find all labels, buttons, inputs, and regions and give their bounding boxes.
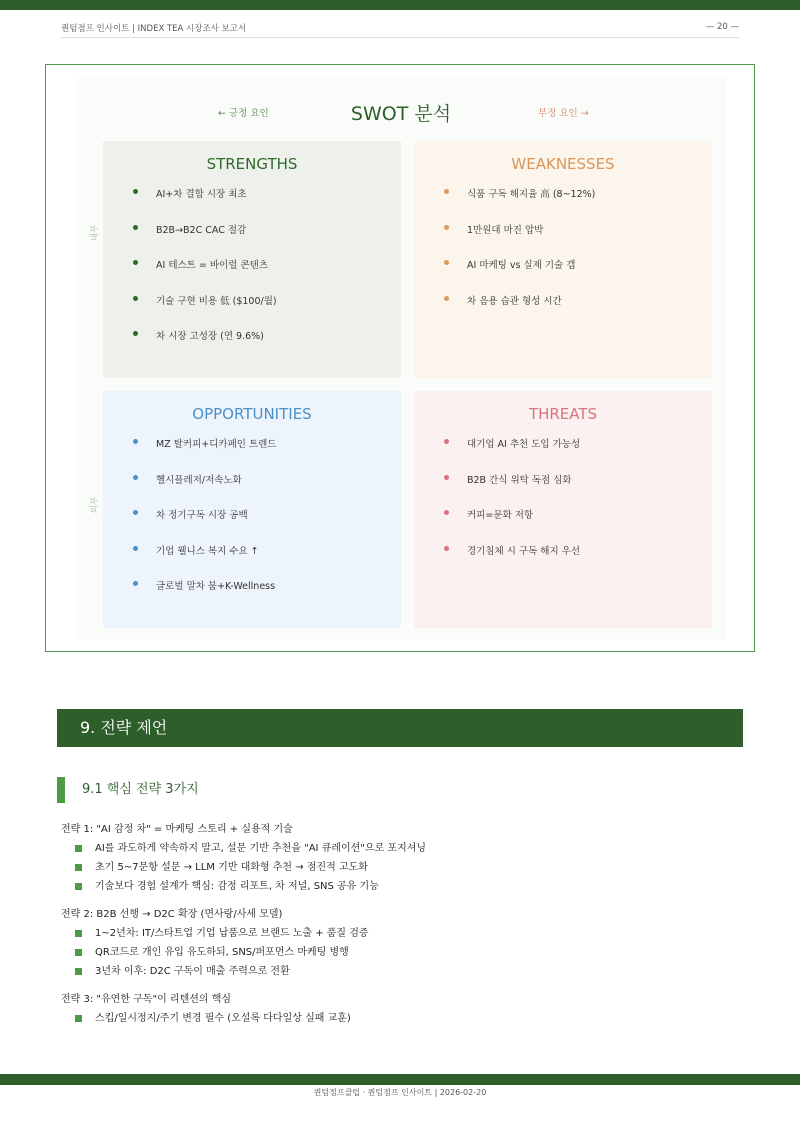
bullet-dot-icon (133, 331, 138, 336)
swot-matrix (76, 77, 726, 639)
square-bullet-icon (75, 845, 82, 852)
opportunities-list (103, 436, 401, 614)
strategy-block (61, 820, 751, 896)
square-bullet-icon (75, 864, 82, 871)
bullet-dot-icon (133, 225, 138, 230)
list-item: 경기침체 시 구독 해지 우선 (444, 543, 712, 579)
list-item: QR코드로 개인 유입 유도하되, SNS/퍼포먼스 마케팅 병행 (61, 943, 751, 962)
top-bar (0, 0, 800, 10)
bullet-dot-icon (133, 439, 138, 444)
list-item: 기업 웰니스 복지 수요 ↑ (133, 543, 401, 579)
section-heading: 9. 전략 제언 (57, 709, 743, 747)
bullet-dot-icon (444, 475, 449, 480)
list-item: 차 정기구독 시장 공백 (133, 507, 401, 543)
threats-title: THREATS (528, 405, 598, 423)
running-header: 퀀텀점프 인사이트 | INDEX TEA 시장조사 보고서 (61, 24, 247, 34)
list-item: 3년차 이후: D2C 구독이 매출 주력으로 전환 (61, 962, 751, 981)
positive-factors-label: ← 긍정 요인 (218, 108, 269, 119)
strategy-title: 전략 1: "AI 감정 차" = 마케팅 스토리 + 실용적 기술 (61, 824, 293, 835)
swot-title: SWOT 분석 (350, 103, 452, 125)
strategy-block (61, 990, 751, 1028)
weaknesses-title: WEAKNESSES (511, 155, 615, 173)
bullet-dot-icon (444, 260, 449, 265)
list-item: MZ 탈커피+디카페인 트렌드 (133, 436, 401, 472)
page-number: — 20 — (705, 22, 739, 32)
list-item: AI 테스트 = 바이럴 콘텐츠 (133, 257, 401, 293)
header-rule (61, 37, 739, 38)
strengths-title: STRENGTHS (206, 155, 298, 173)
swot-figure (45, 64, 755, 652)
strategy-block (61, 905, 751, 981)
square-bullet-icon (75, 883, 82, 890)
weaknesses-list (414, 186, 712, 328)
strengths-list (103, 186, 401, 364)
subsection-heading: 9.1 핵심 전략 3가지 (57, 777, 199, 803)
strategy-title: 전략 3: "유연한 구독"이 리텐션의 핵심 (61, 994, 232, 1005)
list-item: 헬시플레저/저속노화 (133, 472, 401, 508)
external-axis-label: 외부 (90, 496, 101, 514)
bullet-dot-icon (444, 510, 449, 515)
list-item: 스킵/일시정지/주기 변경 필수 (오설록 다다일상 실패 교훈) (61, 1009, 751, 1028)
bullet-dot-icon (133, 296, 138, 301)
square-bullet-icon (75, 930, 82, 937)
square-bullet-icon (75, 949, 82, 956)
list-item: 커피=문화 저항 (444, 507, 712, 543)
bullet-dot-icon (444, 546, 449, 551)
list-item: AI 마케팅 vs 실제 기술 갭 (444, 257, 712, 293)
list-item: 글로벌 말차 붐+K-Wellness (133, 578, 401, 614)
list-item: 초기 5~7문항 설문 → LLM 기반 대화형 추천 → 점진적 고도화 (61, 858, 751, 877)
threats-quadrant (414, 391, 712, 628)
list-item: 차 시장 고성장 (연 9.6%) (133, 328, 401, 364)
internal-axis-label: 내부 (90, 224, 101, 242)
strengths-quadrant (103, 141, 401, 378)
list-item: AI를 과도하게 약속하지 말고, 설문 기반 추천을 "AI 큐레이션"으로 포지셔닝 (61, 839, 751, 858)
strategy-list (61, 820, 751, 1037)
bullet-dot-icon (133, 581, 138, 586)
bullet-dot-icon (444, 225, 449, 230)
page-footer: 퀀텀점프클럽 · 퀀텀점프 인사이트 | 2026-02-20 (313, 1088, 487, 1097)
strategy-title: 전략 2: B2B 선행 → D2C 확장 (면사랑/사세 모델) (61, 909, 283, 920)
opportunities-title: OPPORTUNITIES (192, 405, 312, 423)
opportunities-quadrant (103, 391, 401, 628)
list-item: 차 음용 습관 형성 시간 (444, 293, 712, 329)
weaknesses-quadrant (414, 141, 712, 378)
bullet-dot-icon (133, 510, 138, 515)
list-item: 1만원대 마진 압박 (444, 222, 712, 258)
square-bullet-icon (75, 968, 82, 975)
bullet-dot-icon (444, 439, 449, 444)
list-item: 기술보다 경험 설계가 핵심: 감정 리포트, 차 저널, SNS 공유 기능 (61, 877, 751, 896)
bottom-bar (0, 1074, 800, 1085)
bullet-dot-icon (133, 260, 138, 265)
negative-factors-label: 부정 요인 → (538, 108, 589, 119)
list-item: 식품 구독 해지율 高 (8~12%) (444, 186, 712, 222)
list-item: B2B 간식 위탁 독점 심화 (444, 472, 712, 508)
bullet-dot-icon (133, 475, 138, 480)
bullet-dot-icon (133, 546, 138, 551)
bullet-dot-icon (444, 296, 449, 301)
list-item: 대기업 AI 추천 도입 가능성 (444, 436, 712, 472)
list-item: 기술 구현 비용 低 ($100/월) (133, 293, 401, 329)
list-item: AI+차 결합 시장 최초 (133, 186, 401, 222)
bullet-dot-icon (444, 189, 449, 194)
square-bullet-icon (75, 1015, 82, 1022)
bullet-dot-icon (133, 189, 138, 194)
list-item: 1~2년차: IT/스타트업 기업 납품으로 브랜드 노출 + 품질 검증 (61, 924, 751, 943)
threats-list (414, 436, 712, 578)
list-item: B2B→B2C CAC 절감 (133, 222, 401, 258)
